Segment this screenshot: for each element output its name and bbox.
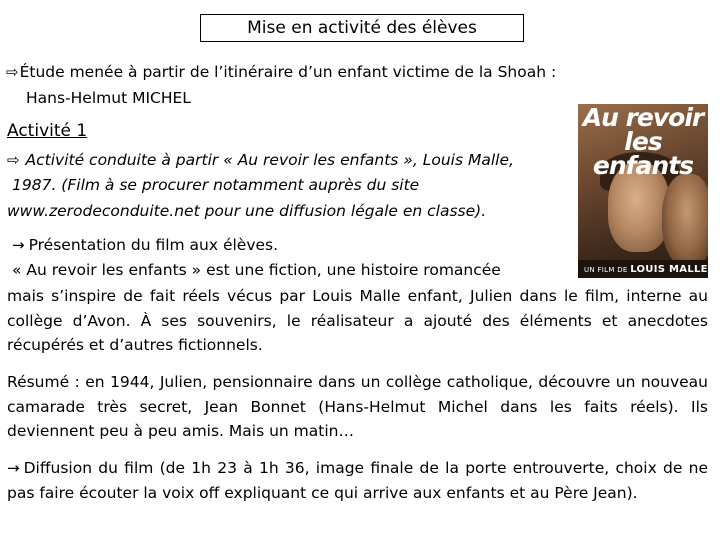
hollow-right-arrow-icon: ⇨ xyxy=(6,63,19,81)
poster-credit xyxy=(584,264,708,275)
intro-line xyxy=(6,61,556,84)
poster-credit-name: LOUIS MALLE xyxy=(630,264,708,275)
presentation-line xyxy=(12,234,278,257)
activity-conduct-italic: Activité conduite à partir « Au revoir les enfants » xyxy=(25,151,413,169)
activity-title xyxy=(7,121,87,141)
hollow-right-arrow-icon: ⇨ xyxy=(7,151,20,169)
diffusion-paragraph xyxy=(7,456,708,505)
activity-conduct-rest: , Louis Malle, xyxy=(412,151,514,169)
activity-conduct-line2 xyxy=(12,174,419,197)
intro-name-text: Hans-Helmut MICHEL xyxy=(26,89,191,107)
activity-conduct-line2-text: 1987. (Film à se procurer notamment auprès du site xyxy=(12,176,420,194)
fiction-paragraph xyxy=(7,284,708,358)
activity-conduct-line1 xyxy=(7,149,514,172)
poster-face-right xyxy=(662,174,708,266)
right-arrow-icon: → xyxy=(7,459,20,477)
activity-title-text: Activité 1 xyxy=(7,121,88,141)
film-poster xyxy=(578,104,708,278)
fiction-line1-text: « Au revoir les enfants » est une fiction, une histoire romancée xyxy=(12,261,501,279)
fiction-line1 xyxy=(12,259,501,282)
intro-name xyxy=(26,87,191,110)
poster-credit-prefix: UN FILM DE xyxy=(584,266,628,274)
presentation-text: Présentation du film aux élèves. xyxy=(28,236,279,254)
intro-text: Étude menée à partir de l’itinéraire d’un enfant victime de la Shoah : xyxy=(19,63,557,81)
page-title-text: Mise en activité des élèves xyxy=(247,18,477,38)
fiction-paragraph-text: mais s’inspire de fait réels vécus par Louis Malle enfant, Julien dans le film, interne au collège d’Avon. À ses souvenirs, le réalisateur a ajouté des éléments et anecdotes récupérés et d’autres fictionnels. xyxy=(7,287,708,354)
activity-conduct-line3-text: www.zerodeconduite.net pour une diffusion légale en classe). xyxy=(7,202,487,220)
summary-text: Résumé : en 1944, Julien, pensionnaire dans un collège catholique, découvre un nouveau camarade très secret, Jean Bonnet (Hans-Helmut Michel dans les faits réels). Ils deviennent peu à peu amis. Mais un matin… xyxy=(7,373,708,440)
activity-conduct-line3 xyxy=(7,200,486,223)
right-arrow-icon: → xyxy=(12,236,25,254)
poster-title: Au revoir les enfants xyxy=(582,104,704,180)
page-title xyxy=(200,14,524,42)
diffusion-text: Diffusion du film (de 1h 23 à 1h 36, image finale de la porte entrouverte, choix de ne pas faire écouter la voix off expliquant ce qui arrive aux enfants et au Père Jean). xyxy=(7,459,708,502)
summary-paragraph xyxy=(7,370,708,444)
